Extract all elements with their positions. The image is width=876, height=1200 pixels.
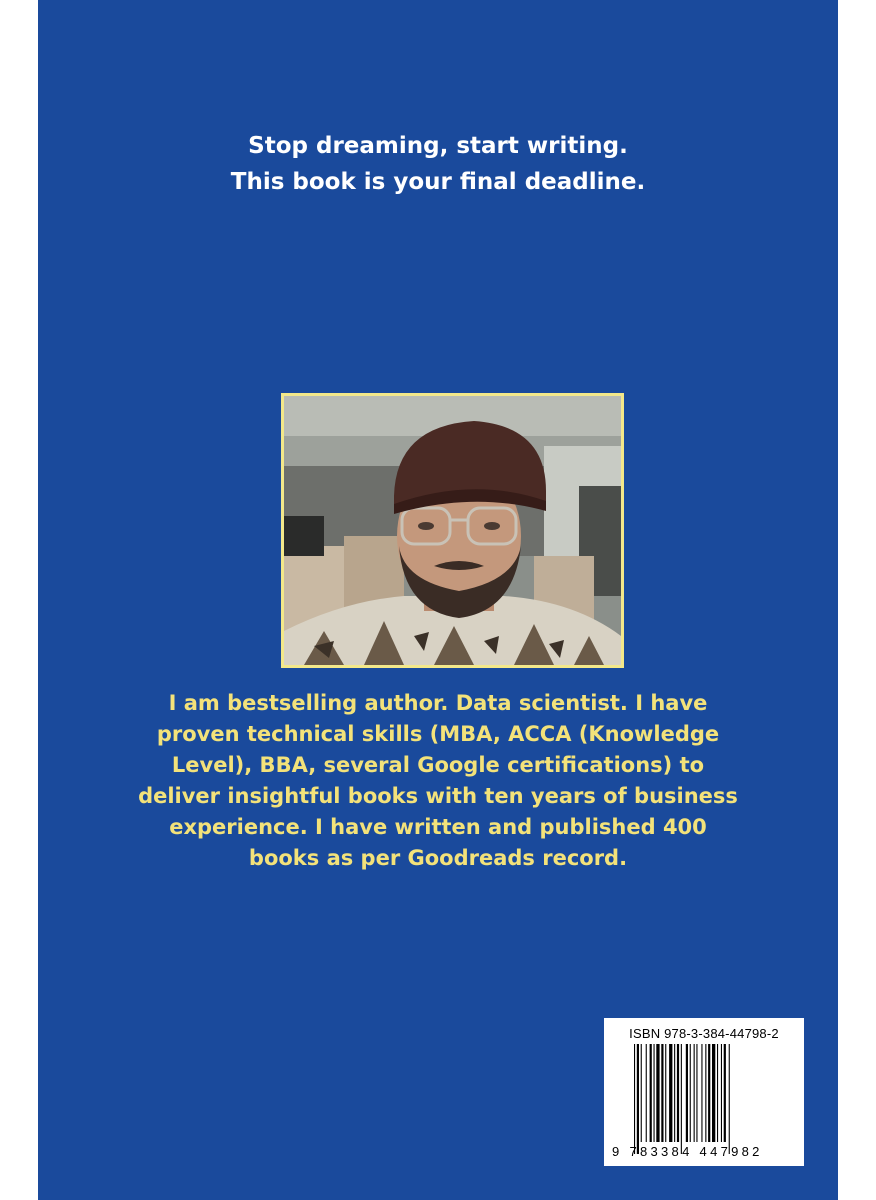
barcode-bar	[729, 1044, 730, 1154]
bio-line-2: proven technical skills (MBA, ACCA (Knowledge	[156, 722, 720, 746]
tagline-line-1: Stop dreaming, start writing.	[248, 133, 628, 159]
barcode-bar	[665, 1044, 666, 1142]
barcode-bar	[634, 1044, 635, 1154]
barcode-bar	[646, 1044, 647, 1142]
barcode-bar	[712, 1044, 715, 1142]
tagline-line-2: This book is your final deadline.	[230, 169, 646, 195]
barcode-bar	[701, 1044, 702, 1142]
barcode-bar	[637, 1044, 639, 1154]
barcode-bar	[724, 1044, 726, 1142]
isbn-barcode	[604, 1018, 804, 1166]
barcode-bar	[656, 1044, 659, 1142]
barcode-bar	[696, 1044, 697, 1142]
bio-line-5: experience. I have written and published 400	[169, 815, 707, 839]
tagline	[38, 128, 838, 200]
barcode-bar	[677, 1044, 679, 1142]
barcode-bar	[654, 1044, 655, 1142]
barcode-bar	[681, 1044, 682, 1154]
barcode-bar	[708, 1044, 710, 1142]
author-photo	[284, 396, 621, 665]
barcode-bar	[674, 1044, 675, 1142]
bio-line-3: Level), BBA, several Google certifications) to	[171, 753, 705, 777]
barcode-bar	[705, 1044, 706, 1142]
barcode-bar	[669, 1044, 672, 1142]
back-cover	[38, 0, 838, 1200]
bio-line-6: books as per Goodreads record.	[248, 846, 628, 870]
barcode-bar	[641, 1044, 642, 1142]
bio-line-1: I am bestselling author. Data scientist. I have	[168, 691, 708, 715]
author-photo-frame	[281, 393, 624, 668]
barcode-bars	[634, 1044, 774, 1154]
barcode-bar	[721, 1044, 722, 1142]
barcode-bar	[717, 1044, 718, 1142]
barcode-bar	[686, 1044, 688, 1142]
isbn-digits: 9 783384 447982	[612, 1144, 763, 1159]
barcode-bar	[690, 1044, 691, 1142]
author-bio	[98, 688, 778, 874]
barcode-bar	[661, 1044, 663, 1142]
bio-line-4: deliver insightful books with ten years of business	[138, 784, 738, 808]
barcode-bar	[650, 1044, 652, 1142]
barcode-bar	[694, 1044, 695, 1142]
isbn-label: ISBN 978-3-384-44798-2	[629, 1026, 779, 1041]
